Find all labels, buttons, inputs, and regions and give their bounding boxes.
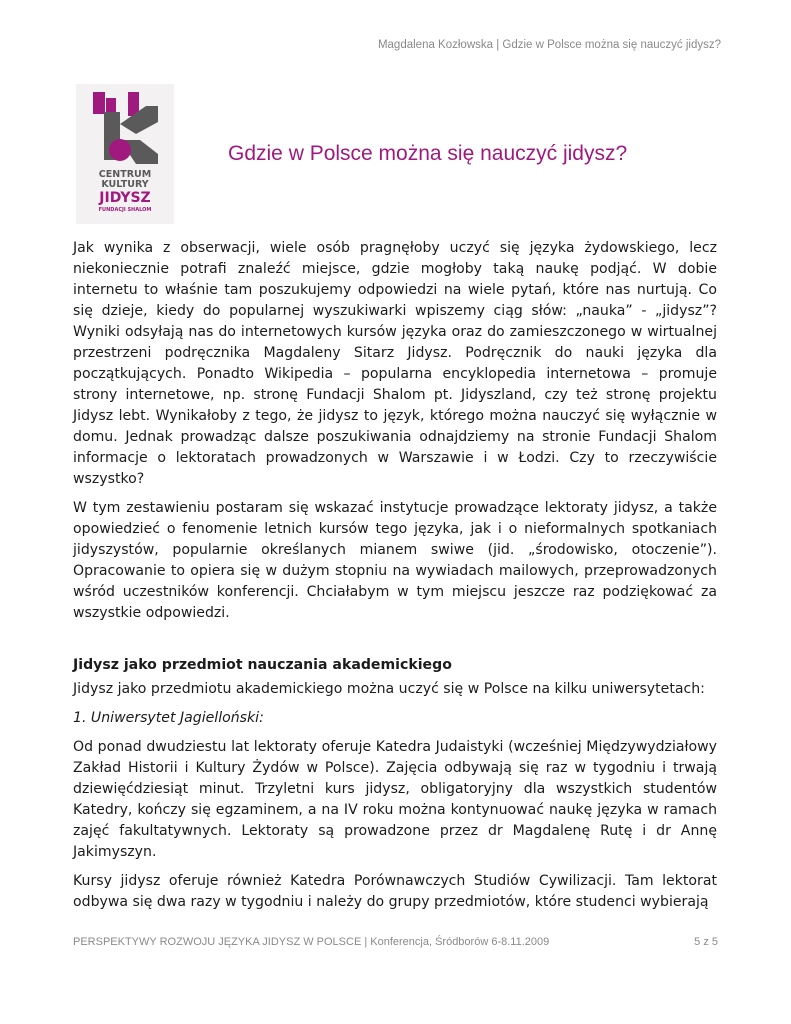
centrum-kultury-jidysz-logo [76, 84, 174, 224]
logo-line-1: CENTRUM [98, 169, 152, 180]
paragraph-judaistyka: Od ponad dwudziestu lat lektoraty oferuje Katedra Judaistyki (wcześniej Międzywydziałowy Zakład Historii i Kultury Żydów w Polsce). Zajęcia odbywają się raz w tygodniu i trwają dziewięćdziesiąt minut. Trzyletni kurs jidysz, obligatoryjny dla wszystkich studentów Katedry, kończy się egzaminem, a na IV roku można kontynuować naukę języka w ramach zajęć fakultatywnych. Lektoraty są prowadzone przez dr Magdalenę Rutę i dr Annę Jakimyszyn. [73, 739, 717, 860]
footer-conference: PERSPEKTYWY ROZWOJU JĘZYKA JIDYSZ W POLSCE | Konferencja, Śródborów 6-8.11.2009 [73, 936, 550, 948]
logo-line-2: KULTURY [101, 179, 149, 190]
paragraph-cywilizacje: Kursy jidysz oferuje również Katedra Porównawczych Studiów Cywilizacji. Tam lektorat odbywa się dwa razy w tygodniu i należy do grupy przedmiotów, które studenci wybierają [73, 873, 717, 910]
paragraph-universities: Jidysz jako przedmiotu akademickiego można uczyć się w Polsce na kilku uniwersytetach: [73, 681, 705, 697]
subheading-uj: 1. Uniwersytet Jagielloński: [73, 710, 264, 726]
logo-line-3: JIDYSZ [99, 190, 151, 206]
running-header: Magdalena Kozłowska | Gdzie w Polsce można się nauczyć jidysz? [377, 39, 721, 51]
page-title: Gdzie w Polsce można się nauczyć jidysz? [228, 142, 628, 165]
section-heading: Jidysz jako przedmiot nauczania akademickiego [73, 657, 452, 673]
paragraph-intro: Jak wynika z obserwacji, wiele osób pragnęłoby uczyć się języka żydowskiego, lecz niekoniecznie potrafi znaleźć miejsce, gdzie mogłoby taką naukę podjąć. W dobie internetu to właśnie tam poszukujemy odpowiedzi na wiele pytań, które nas nurtują. Co się dzieje, kiedy do popularnej wyszukiwarki wpiszemy ciąg słów: „nauka” - „jidysz”? Wyniki odsyłają nas do internetowych kursów języka oraz do zamieszczonego w wirtualnej przestrzeni podręcznika Magdaleny Sitarz Jidysz. Podręcznik do nauki języka dla początkujących. Ponadto Wikipedia – popularna encyklopedia internetowa – promuje strony internetowe, np. stronę Fundacji Shalom pt. Jidyszland, czy też stronę projektu Jidysz lebt. Wynikałoby z tego, że jidysz to język, którego można nauczyć się wyłącznie w domu. Jednak prowadząc dalsze poszukiwania odnajdziemy na stronie Fundacji Shalom informacje o lektoratach prowadzonych w Warszawie i w Łodzi. Czy to rzeczywiście wszystko? [73, 240, 717, 487]
paragraph-scope: W tym zestawieniu postaram się wskazać instytucje prowadzące lektoraty jidysz, a także opowiedzieć o fenomenie letnich kursów tego języka, jak i o nieformalnych spotkaniach jidyszystów, popularnie określanych mianem swiwe (jid. „środowisko, otoczenie”). Opracowanie to opiera się w dużym stopniu na wywiadach mailowych, przeprowadzonych wśród uczestników konferencji. Chciałabym w tym miejscu jeszcze raz podziękować za wszystkie odpowiedzi. [73, 500, 717, 621]
page-number: 5 z 5 [694, 936, 718, 948]
main-content [73, 238, 717, 921]
logo-line-4: FUNDACJI SHALOM [98, 207, 152, 213]
